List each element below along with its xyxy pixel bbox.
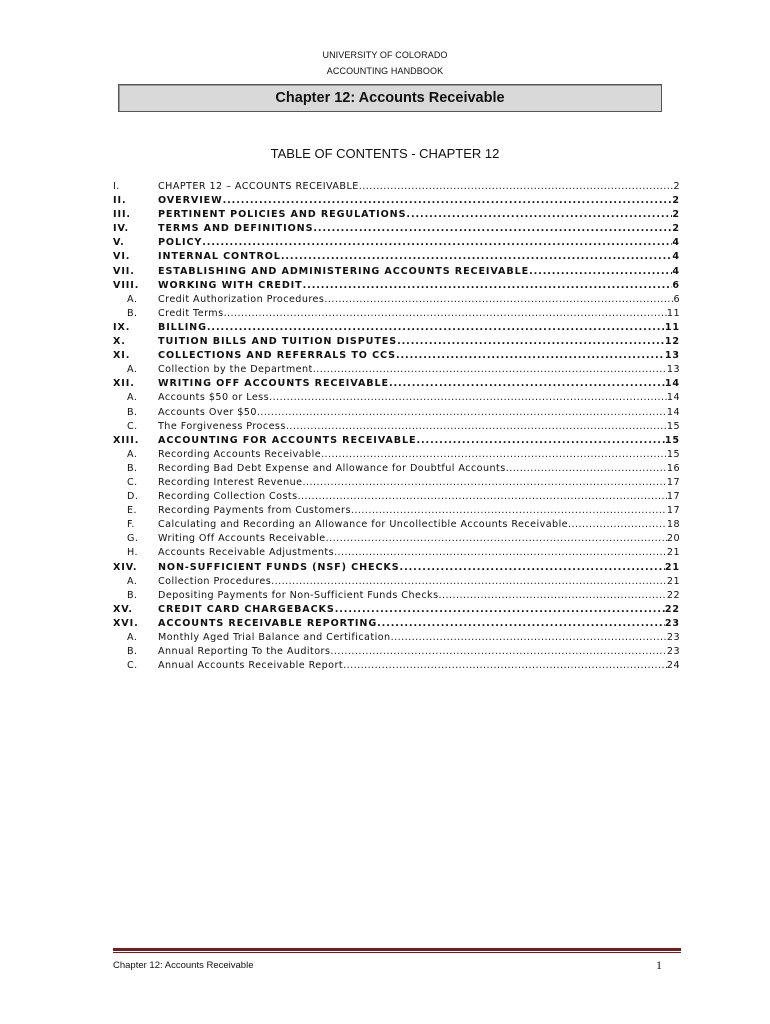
toc-entry-title: WORKING WITH CREDIT: [158, 279, 303, 291]
toc-entry-number: IV.: [113, 223, 130, 235]
toc-entry[interactable]: [113, 645, 680, 659]
toc-entry-title: Annual Accounts Receivable Report: [158, 660, 344, 672]
toc-entry-body: [158, 335, 680, 349]
toc-entry-body: [158, 490, 680, 504]
toc-dot-leader: [326, 532, 667, 546]
toc-entry[interactable]: [113, 349, 680, 363]
toc-entry[interactable]: [113, 279, 680, 293]
toc-entry-page: 15: [666, 448, 680, 460]
toc-entry-number: B.: [127, 406, 138, 418]
toc-entry[interactable]: [113, 631, 680, 645]
toc-entry-number: H.: [127, 547, 138, 559]
chapter-title-box: [118, 84, 662, 112]
toc-entry-number: X.: [113, 336, 126, 348]
toc-entry-body: [158, 391, 680, 405]
handbook-name: ACCOUNTING HANDBOOK: [326, 66, 444, 76]
toc-entry-body: [158, 631, 680, 645]
toc-entry-title: Annual Reporting To the Auditors: [158, 646, 331, 658]
toc-dot-leader: [351, 504, 667, 518]
toc-entry-body: [158, 363, 680, 377]
toc-entry-page: 21: [664, 561, 680, 573]
toc-dot-leader: [391, 631, 667, 645]
toc-dot-leader: [303, 279, 673, 293]
table-of-contents: [113, 180, 680, 673]
toc-entry-page: 22: [664, 603, 680, 615]
toc-dot-leader: [400, 561, 665, 575]
toc-entry-number: I.: [113, 181, 120, 192]
toc-entry-page: 12: [664, 336, 680, 348]
toc-entry-title: Accounts $50 or Less: [158, 392, 270, 404]
toc-entry-page: 13: [666, 364, 680, 376]
toc-entry-number: A.: [127, 293, 138, 305]
toc-entry[interactable]: [113, 504, 680, 518]
toc-entry[interactable]: [113, 208, 680, 222]
toc-entry-title: INTERNAL CONTROL: [158, 251, 281, 263]
toc-entry[interactable]: [113, 659, 680, 673]
toc-dot-leader: [313, 363, 667, 377]
toc-entry-body: [158, 462, 680, 476]
toc-entry[interactable]: [113, 490, 680, 504]
toc-dot-leader: [324, 293, 673, 307]
toc-entry-body: [158, 645, 680, 659]
toc-entry-title: The Forgiveness Process: [158, 420, 286, 432]
toc-entry-title: TERMS AND DEFINITIONS: [158, 223, 314, 235]
toc-entry[interactable]: [113, 236, 680, 250]
toc-entry-title: Recording Interest Revenue: [158, 476, 303, 488]
toc-dot-leader: [207, 321, 665, 335]
toc-entry-page: 22: [666, 589, 680, 601]
toc-dot-leader: [321, 448, 667, 462]
toc-entry-number: A.: [127, 392, 138, 404]
toc-dot-leader: [303, 476, 667, 490]
toc-entry-title: COLLECTIONS AND REFERRALS TO CCS: [158, 350, 396, 362]
toc-entry-title: Recording Bad Debt Expense and Allowance for Doubtful Accounts: [158, 462, 506, 474]
toc-entry-title: Collection by the Department: [158, 364, 313, 376]
toc-entry[interactable]: [113, 265, 680, 279]
toc-entry[interactable]: [113, 589, 680, 603]
chapter-title: Chapter 12: Accounts Receivable: [275, 90, 505, 106]
toc-entry-number: B.: [127, 462, 138, 474]
toc-entry-number: VII.: [113, 265, 135, 277]
toc-dot-leader: [377, 617, 665, 631]
toc-dot-leader: [334, 546, 667, 560]
toc-entry-number: B.: [127, 307, 138, 319]
toc-entry-number: XV.: [113, 603, 133, 615]
toc-entry-page: 18: [666, 519, 680, 531]
toc-entry-number: A.: [127, 575, 138, 587]
footer-page-number: 1: [656, 958, 662, 972]
toc-dot-leader: [335, 603, 665, 617]
toc-entry-body: [158, 222, 680, 236]
toc-dot-leader: [224, 307, 667, 321]
toc-entry-page: 23: [666, 646, 680, 658]
toc-entry[interactable]: [113, 575, 680, 589]
footer-divider-thin: [113, 952, 681, 953]
toc-entry[interactable]: [113, 180, 680, 194]
toc-entry-number: A.: [127, 632, 138, 643]
toc-entry-page: 15: [666, 420, 680, 432]
toc-entry-page: 2: [672, 209, 680, 221]
toc-entry-title: NON-SUFFICIENT FUNDS (NSF) CHECKS: [158, 561, 400, 573]
toc-entry-page: 4: [672, 237, 680, 249]
toc-entry-number: A.: [127, 364, 138, 376]
toc-entry-body: [158, 208, 680, 222]
toc-entry-title: Credit Authorization Procedures: [158, 293, 325, 305]
toc-dot-leader: [396, 349, 665, 363]
toc-entry-page: 24: [666, 660, 680, 672]
toc-entry-body: [158, 321, 680, 335]
toc-dot-leader: [330, 645, 666, 659]
toc-entry-page: 16: [666, 462, 680, 474]
toc-dot-leader: [298, 490, 667, 504]
toc-dot-leader: [223, 194, 673, 208]
toc-entry-number: XVI.: [113, 617, 139, 629]
toc-dot-leader: [257, 406, 667, 420]
toc-entry-page: 14: [664, 378, 680, 390]
toc-entry-title: Monthly Aged Trial Balance and Certification: [158, 632, 391, 643]
toc-entry-body: [158, 659, 680, 673]
toc-entry[interactable]: [113, 377, 680, 391]
toc-entry-body: [158, 448, 680, 462]
toc-entry-body: [158, 265, 680, 279]
toc-entry-title: Writing Off Accounts Receivable: [158, 533, 326, 545]
toc-entry-page: 21: [666, 547, 680, 559]
toc-entry-body: [158, 377, 680, 391]
toc-entry-body: [158, 406, 680, 420]
toc-entry-body: [158, 279, 680, 293]
toc-dot-leader: [406, 208, 672, 222]
toc-entry-page: 17: [666, 491, 680, 503]
toc-entry-title: Recording Payments from Customers: [158, 505, 351, 517]
toc-entry-page: 11: [664, 321, 680, 333]
toc-entry-number: F.: [127, 519, 135, 531]
toc-entry-number: IX.: [113, 321, 131, 333]
toc-entry-title: ACCOUNTING FOR ACCOUNTS RECEIVABLE: [158, 434, 417, 446]
toc-entry-page: 17: [666, 505, 680, 517]
toc-entry-number: G.: [127, 533, 139, 545]
toc-entry-title: Accounts Receivable Adjustments: [158, 547, 335, 559]
toc-entry-body: [158, 617, 680, 631]
toc-dot-leader: [313, 222, 672, 236]
toc-entry-page: 17: [666, 476, 680, 488]
toc-entry-page: 13: [664, 350, 680, 362]
toc-dot-leader: [389, 377, 665, 391]
toc-dot-leader: [269, 391, 667, 405]
toc-entry[interactable]: [113, 546, 680, 560]
toc-entry-page: 14: [666, 392, 680, 404]
toc-entry-page: 14: [666, 406, 680, 418]
toc-entry[interactable]: [113, 250, 680, 264]
toc-entry[interactable]: [113, 462, 680, 476]
toc-entry-page: 23: [664, 617, 680, 629]
toc-entry-page: 15: [664, 434, 680, 446]
toc-entry-number: B.: [127, 646, 138, 658]
toc-dot-leader: [506, 462, 667, 476]
toc-entry-body: [158, 532, 680, 546]
toc-entry-page: 23: [666, 632, 680, 643]
toc-entry-body: [158, 561, 680, 575]
toc-title: TABLE OF CONTENTS - CHAPTER 12: [270, 146, 500, 161]
toc-entry-number: VIII.: [113, 279, 140, 291]
toc-entry-page: 6: [673, 293, 680, 305]
toc-entry[interactable]: [113, 363, 680, 377]
footer-divider: [113, 948, 681, 951]
toc-dot-leader: [202, 236, 672, 250]
toc-entry-body: [158, 589, 680, 603]
toc-entry-title: Calculating and Recording an Allowance for Uncollectible Accounts Receivable: [158, 519, 569, 531]
toc-entry-number: VI.: [113, 251, 131, 263]
toc-entry[interactable]: [113, 434, 680, 448]
toc-entry-number: C.: [127, 476, 138, 488]
toc-dot-leader: [359, 180, 674, 194]
toc-entry-body: [158, 180, 680, 194]
toc-entry-body: [158, 250, 680, 264]
toc-dot-leader: [439, 589, 667, 603]
footer-chapter-label: Chapter 12: Accounts Receivable: [113, 960, 254, 971]
toc-entry-page: 4: [672, 251, 680, 263]
toc-entry-title: BILLING: [158, 321, 207, 333]
toc-entry-title: POLICY: [158, 237, 203, 249]
toc-entry[interactable]: [113, 307, 680, 321]
toc-entry[interactable]: [113, 448, 680, 462]
toc-entry-page: 2: [672, 223, 680, 235]
toc-entry-body: [158, 420, 680, 434]
toc-entry-number: C.: [127, 660, 138, 672]
toc-entry-title: Accounts Over $50: [158, 406, 257, 418]
toc-entry[interactable]: [113, 476, 680, 490]
toc-entry[interactable]: [113, 293, 680, 307]
toc-dot-leader: [529, 265, 672, 279]
toc-entry-page: 2: [673, 181, 680, 192]
toc-entry-number: XI.: [113, 350, 131, 362]
toc-entry-body: [158, 476, 680, 490]
toc-entry[interactable]: [113, 194, 680, 208]
toc-entry-title: CREDIT CARD CHARGEBACKS: [158, 603, 335, 615]
toc-entry-title: ACCOUNTS RECEIVABLE REPORTING: [158, 617, 378, 629]
toc-entry-body: [158, 349, 680, 363]
toc-entry-number: D.: [127, 491, 139, 503]
toc-entry-body: [158, 307, 680, 321]
toc-entry[interactable]: [113, 561, 680, 575]
toc-entry-body: [158, 603, 680, 617]
toc-entry-body: [158, 434, 680, 448]
toc-entry-number: II.: [113, 195, 127, 207]
toc-entry-body: [158, 194, 680, 208]
toc-entry-title: TUITION BILLS AND TUITION DISPUTES: [158, 336, 398, 348]
toc-entry-number: XIV.: [113, 561, 138, 573]
toc-entry[interactable]: [113, 603, 680, 617]
toc-entry-title: Credit Terms: [158, 307, 224, 319]
toc-entry[interactable]: [113, 335, 680, 349]
toc-entry-number: XII.: [113, 378, 135, 390]
toc-entry-page: 2: [672, 195, 680, 207]
toc-dot-leader: [343, 659, 667, 673]
toc-entry-page: 6: [672, 279, 680, 291]
toc-entry[interactable]: [113, 406, 680, 420]
toc-entry-number: B.: [127, 589, 138, 601]
toc-entry-body: [158, 518, 680, 532]
toc-entry-title: PERTINENT POLICIES AND REGULATIONS: [158, 209, 407, 221]
toc-entry[interactable]: [113, 518, 680, 532]
toc-entry[interactable]: [113, 321, 680, 335]
toc-entry[interactable]: [113, 222, 680, 236]
toc-entry-number: C.: [127, 420, 138, 432]
toc-entry-title: Collection Procedures: [158, 575, 272, 587]
toc-entry-title: WRITING OFF ACCOUNTS RECEIVABLE: [158, 378, 389, 390]
toc-entry-title: CHAPTER 12 – ACCOUNTS RECEIVABLE: [158, 181, 359, 192]
toc-entry-page: 4: [672, 265, 680, 277]
toc-entry-page: 21: [666, 575, 680, 587]
toc-entry[interactable]: [113, 420, 680, 434]
toc-entry-number: XIII.: [113, 434, 140, 446]
toc-entry-title: OVERVIEW: [158, 195, 223, 207]
toc-entry-number: III.: [113, 209, 131, 221]
toc-entry-title: Recording Accounts Receivable: [158, 448, 322, 460]
toc-dot-leader: [286, 420, 667, 434]
toc-entry-body: [158, 575, 680, 589]
toc-entry-body: [158, 504, 680, 518]
toc-entry-number: V.: [113, 237, 125, 249]
toc-entry-title: Recording Collection Costs: [158, 491, 298, 503]
toc-entry-title: ESTABLISHING AND ADMINISTERING ACCOUNTS RECEIVABLE: [158, 265, 530, 277]
toc-dot-leader: [568, 518, 667, 532]
toc-dot-leader: [281, 250, 673, 264]
toc-dot-leader: [271, 575, 667, 589]
toc-entry-title: Depositing Payments for Non-Sufficient Funds Checks: [158, 589, 439, 601]
toc-entry[interactable]: [113, 391, 680, 405]
university-name: UNIVERSITY OF COLORADO: [322, 50, 448, 60]
toc-entry-number: E.: [127, 505, 138, 517]
toc-entry[interactable]: [113, 617, 680, 631]
toc-entry-body: [158, 546, 680, 560]
toc-entry-number: A.: [127, 448, 138, 460]
toc-dot-leader: [416, 434, 664, 448]
toc-entry-body: [158, 293, 680, 307]
toc-entry-body: [158, 236, 680, 250]
toc-entry-page: 11: [666, 307, 680, 319]
toc-dot-leader: [397, 335, 665, 349]
toc-entry[interactable]: [113, 532, 680, 546]
toc-entry-page: 20: [666, 533, 680, 545]
